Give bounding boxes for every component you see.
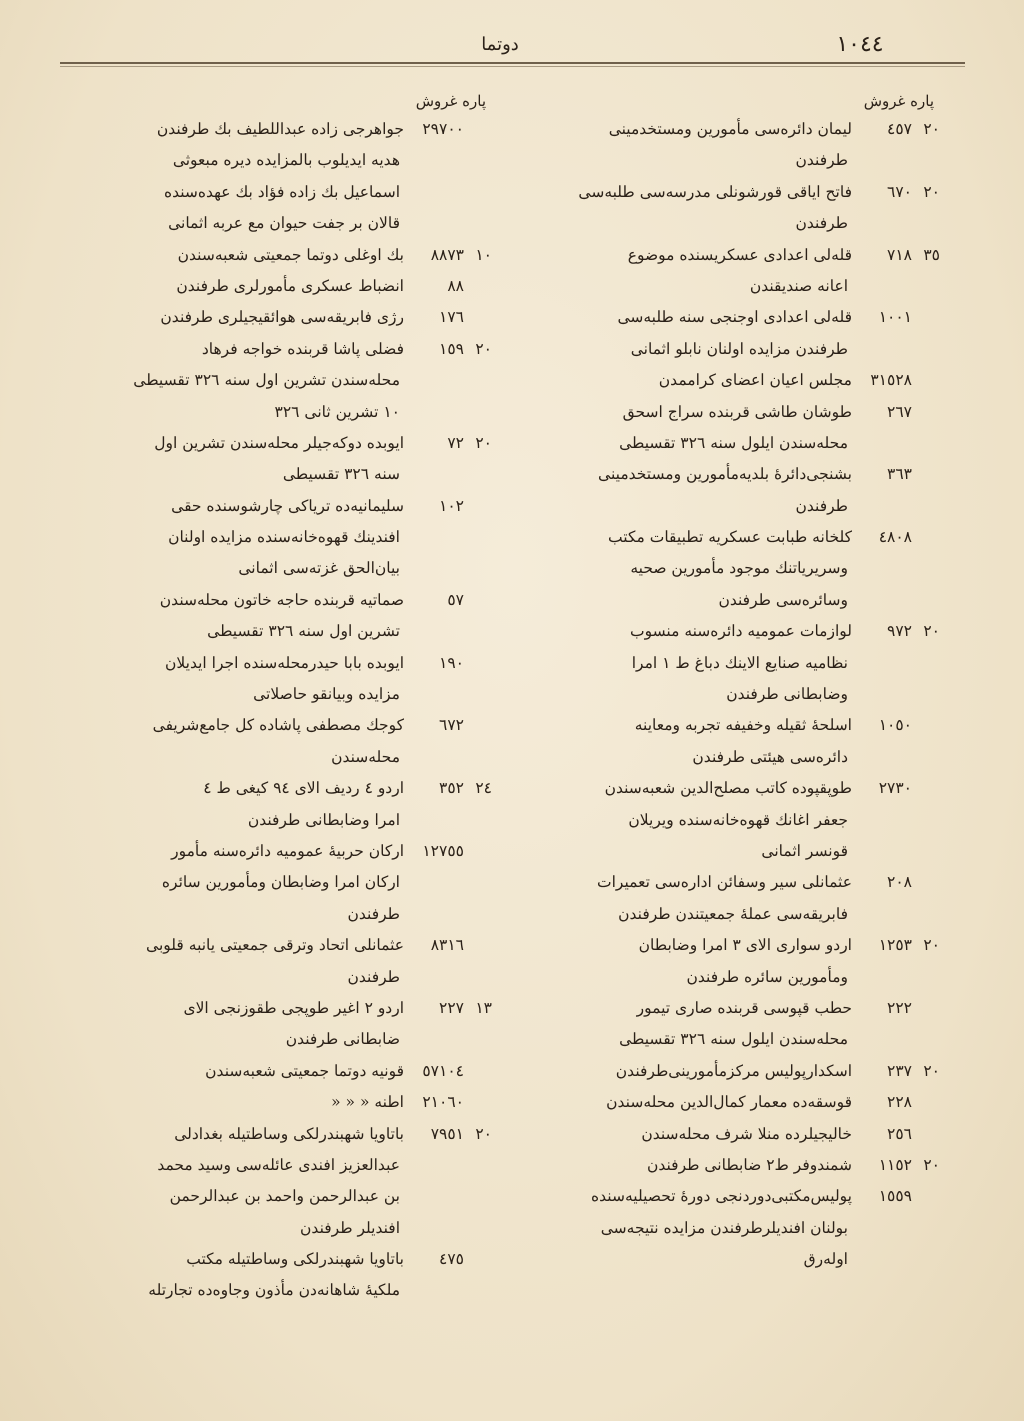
entry-gurush: ١٠٠١ <box>878 308 912 327</box>
entry-line <box>62 1213 492 1244</box>
entry-line <box>62 805 492 836</box>
entry-line <box>512 867 940 898</box>
column-header: پاره غروش <box>863 92 934 110</box>
entry-description: پولیس‌مکتبی‌دوردنجی دورهٔ تحصیلیه‌سنده <box>591 1187 852 1206</box>
entry-amount <box>852 1150 940 1181</box>
entry-description: ارکان حربیهٔ عمومیه دائره‌سنه مأمور <box>171 841 404 860</box>
ledger-entry <box>62 302 492 333</box>
entry-description: اطنه « « « <box>331 1093 404 1112</box>
entry-amount <box>852 459 940 490</box>
ledger-entry <box>512 1181 940 1275</box>
entry-para: ١٠ <box>475 245 492 264</box>
entry-gurush: ٣٥٢ <box>439 779 464 798</box>
entry-line <box>512 679 940 710</box>
entry-line <box>62 208 492 239</box>
ledger-entry <box>62 836 492 930</box>
entry-description: طرفندن <box>347 904 400 923</box>
entry-line <box>512 930 940 961</box>
ledger-entry <box>62 240 492 271</box>
entry-amount <box>852 240 940 271</box>
entry-amount <box>404 334 492 365</box>
entry-line <box>62 930 492 961</box>
entry-amount <box>404 491 492 522</box>
entry-description: طرفندن <box>795 496 848 515</box>
entry-line <box>512 553 940 584</box>
entry-line <box>512 428 940 459</box>
entry-amount <box>404 240 492 271</box>
running-head: دوتما <box>481 34 519 55</box>
entry-gurush: ٧٩٥١ <box>430 1124 464 1143</box>
entry-line <box>62 742 492 773</box>
entry-amount <box>404 836 492 867</box>
entry-gurush: ٢٥٦ <box>887 1124 912 1143</box>
entry-description: صماتیه قربنده حاجه خاتون محله‌سندن <box>159 590 404 609</box>
entry-description: قله‌لی اعدادی عسکریسنده موضوع <box>627 245 852 264</box>
entry-line <box>512 491 940 522</box>
entry-description: طرفندن مزایده اولنان نابلو اثمانی <box>630 339 848 358</box>
entry-line <box>62 1244 492 1275</box>
ledger-entry <box>512 930 940 993</box>
ledger-entry <box>62 993 492 1056</box>
entry-gurush: ١٢٥٣ <box>878 936 912 955</box>
entry-description: سنه ٣٢٦ تقسیطی <box>282 465 400 484</box>
entry-amount <box>404 773 492 804</box>
entry-amount <box>852 1119 940 1150</box>
entry-description: عثمانلی سیر وسفائن اداره‌سی تعمیرات <box>597 873 852 892</box>
ledger-entry <box>512 710 940 773</box>
entry-gurush: ٤٨٠٨ <box>878 528 912 547</box>
entry-description: اردو ٢ اغیر طوپجی طقوزنجی الای <box>183 998 404 1017</box>
entry-para: ١٣ <box>475 998 492 1017</box>
entry-gurush: ٣٦٣ <box>887 465 912 484</box>
entry-line <box>62 522 492 553</box>
entry-gurush: ٤٥٧ <box>887 120 912 138</box>
entry-description: ایوبده دوکه‌جیلر محله‌سندن تشرین اول <box>154 433 404 452</box>
ledger-entry <box>62 930 492 993</box>
entry-description: باتاویا شهبندرلکی وساطتیله مکتب <box>186 1250 404 1269</box>
ledger-entry <box>512 365 940 396</box>
entry-line <box>512 145 940 176</box>
entry-description: طرفندن <box>795 151 848 170</box>
entry-description: فابریقه‌سی عمله‌ٔ جمعیتندن طرفندن <box>618 904 848 923</box>
entry-line <box>62 836 492 867</box>
entry-line <box>512 1181 940 1212</box>
entry-gurush: ٦٧٢ <box>439 716 464 735</box>
entry-description: انضباط عسکری مأمورلری طرفندن <box>176 276 404 295</box>
entry-description: طرفندن <box>347 967 400 986</box>
entry-gurush: ١٥٩ <box>439 339 464 358</box>
entry-line <box>512 302 940 333</box>
entry-line <box>512 114 940 145</box>
ledger-entry <box>62 334 492 428</box>
entry-amount <box>852 177 940 208</box>
entry-para: ٢٠ <box>923 936 940 955</box>
entry-description: اسماعیل بك زاده فؤاد بك عهده‌سنده <box>163 182 400 201</box>
entry-line <box>512 1213 940 1244</box>
ledger-entry <box>512 397 940 460</box>
ledger-entry <box>62 491 492 585</box>
entry-line <box>512 1119 940 1150</box>
entry-line <box>512 993 940 1024</box>
entry-line <box>512 616 940 647</box>
entry-amount <box>852 397 940 428</box>
entry-line <box>62 240 492 271</box>
header-rule-thin <box>60 66 965 67</box>
entry-line <box>512 836 940 867</box>
entry-amount <box>404 585 492 616</box>
entry-amount <box>404 302 492 333</box>
entry-line <box>512 365 940 396</box>
entry-description: کلخانه طبابت عسکریه تطبیقات مکتب <box>608 528 852 547</box>
entry-description: نظامیه صنایع الاینك دباغ ط ١ امرا <box>631 653 848 672</box>
entry-description: شمندوفر ط٢ ضابطانی طرفندن <box>646 1155 852 1174</box>
entry-description: قالان بر جفت حیوان مع عربه اثمانی <box>168 214 400 233</box>
entry-line <box>62 114 492 145</box>
entry-amount <box>404 648 492 679</box>
entry-description: ومأمورین سائره طرفندن <box>686 967 848 986</box>
entry-line <box>62 1181 492 1212</box>
entry-description: ملکیهٔ شاهانه‌دن مأذون وجاوه‌ده تجارتله <box>148 1281 400 1300</box>
entry-description: افندینك قهوه‌خانه‌سنده مزایده اولنان <box>168 528 400 547</box>
entry-description: اسکدارپولیس مرکزمأمورینی‌طرفندن <box>615 1061 852 1080</box>
entry-amount <box>852 930 940 961</box>
entry-para: ٢٠ <box>475 1124 492 1143</box>
ledger-entry <box>512 993 940 1056</box>
ledger-entry <box>512 177 940 240</box>
entry-gurush: ٥٧ <box>447 590 464 609</box>
entry-description: محله‌سندن ایلول سنه ٣٢٦ تقسیطی <box>619 1030 848 1049</box>
entry-line <box>512 710 940 741</box>
ledger-entry <box>62 710 492 773</box>
entry-line <box>62 1119 492 1150</box>
entry-line <box>512 1024 940 1055</box>
entry-gurush: ٢٣٧ <box>887 1061 912 1080</box>
entry-line <box>62 1024 492 1055</box>
entry-line <box>512 962 940 993</box>
entry-description: مجلس اعیان اعضای کراممدن <box>658 371 852 390</box>
entry-line <box>512 1150 940 1181</box>
ledger-entry <box>62 585 492 648</box>
entry-description: اوله‌رق <box>803 1250 848 1269</box>
entry-para: ٣٥ <box>923 245 940 264</box>
entry-amount <box>404 428 492 459</box>
entry-amount <box>852 114 940 145</box>
entry-gurush: ٦٧٠ <box>887 182 912 201</box>
entry-description: وسائره‌سی طرفندن <box>718 590 848 609</box>
entry-line <box>62 773 492 804</box>
entry-line <box>62 302 492 333</box>
entry-description: مزایده وبیانقو حاصلاتی <box>253 685 400 704</box>
ledger-entry <box>512 302 940 365</box>
ledger-entry <box>512 773 940 867</box>
entry-line <box>62 397 492 428</box>
entry-line <box>62 177 492 208</box>
entry-gurush: ١٠٥٠ <box>878 716 912 735</box>
entry-description: کوجك مصطفی پاشاده کل جامع‌شریفی <box>152 716 404 735</box>
entry-gurush: ٩٧٢ <box>887 622 912 641</box>
header-rule <box>60 62 965 64</box>
page-number: ١٠٤٤ <box>836 32 884 57</box>
entry-line <box>62 1150 492 1181</box>
entry-gurush: ٨٨ <box>447 276 464 295</box>
entry-line <box>62 491 492 522</box>
entry-line <box>62 365 492 396</box>
ledger-entry <box>62 114 492 240</box>
entry-description: جعفر اغانك قهوه‌خانه‌سنده ویریلان <box>628 810 848 829</box>
entry-description: طوشان طاشی قربنده سراج اسحق <box>622 402 852 421</box>
entry-gurush: ٢٠٨ <box>887 873 912 892</box>
entry-amount <box>852 302 940 333</box>
entry-description: قله‌لی اعدادی اوجنجی سنه طلبه‌سی <box>617 308 852 327</box>
ledger-entry <box>512 616 940 710</box>
entry-gurush: ١١٥٢ <box>878 1155 912 1174</box>
entry-amount <box>852 710 940 741</box>
ledger-entry <box>62 1087 492 1118</box>
entry-line <box>62 271 492 302</box>
entry-amount <box>852 773 940 804</box>
entry-line <box>62 1056 492 1087</box>
entry-gurush: ٢٦٧ <box>887 402 912 421</box>
entry-amount <box>852 1087 940 1118</box>
entry-description: بك اوغلی دوتما جمعیتی شعبه‌سندن <box>177 245 404 264</box>
entry-description: فضلی پاشا قربنده خواجه فرهاد <box>201 339 404 358</box>
entry-gurush: ١٢٧٥٥ <box>422 841 464 860</box>
entry-description: وسریریاتنك موجود مأمورین صحیه <box>630 559 848 578</box>
entry-description: بیان‌الحق غزته‌سی اثمانی <box>238 559 400 578</box>
entry-line <box>512 177 940 208</box>
entry-line <box>512 899 940 930</box>
entry-gurush: ٧٢ <box>447 433 464 452</box>
entry-description: لیمان دائره‌سی مأمورین ومستخدمینی <box>608 120 852 138</box>
entry-line <box>512 240 940 271</box>
entry-amount <box>404 1119 492 1150</box>
entry-line <box>512 522 940 553</box>
entry-description: باتاویا شهبندرلکی وساطتیله بغدادلی <box>174 1124 404 1143</box>
entry-description: خالیجیلرده منلا شرف محله‌سندن <box>641 1124 852 1143</box>
entry-line <box>512 271 940 302</box>
entry-description: وضابطانی طرفندن <box>726 685 848 704</box>
entry-line <box>62 428 492 459</box>
entry-amount <box>404 993 492 1024</box>
entry-amount <box>852 867 940 898</box>
entry-line <box>62 710 492 741</box>
entry-description: دائره‌سی هیئتی طرفندن <box>692 747 848 766</box>
entry-line <box>512 208 940 239</box>
entry-line <box>512 1087 940 1118</box>
entry-gurush: ٤٧٥ <box>439 1250 464 1269</box>
entry-description: طوپقپوده کاتب مصلح‌الدین شعبه‌سندن <box>604 779 852 798</box>
entry-line <box>512 1244 940 1275</box>
ledger-entry <box>62 773 492 836</box>
ledger-entry <box>62 1056 492 1087</box>
entry-description: ضابطانی طرفندن <box>285 1030 400 1049</box>
entry-line <box>512 585 940 616</box>
right-column <box>512 88 940 1275</box>
ledger-entry <box>512 240 940 303</box>
ledger-entry <box>62 1119 492 1245</box>
entry-line <box>62 616 492 647</box>
entry-line <box>62 679 492 710</box>
entry-description: فاتح ایاقی قورشونلی مدرسه‌سی طلبه‌سی <box>578 182 852 201</box>
entry-amount <box>852 616 940 647</box>
ledger-entry <box>512 1056 940 1087</box>
entry-description: جواهرجی زاده عبداللطیف بك طرفندن <box>156 120 404 138</box>
entry-gurush: ٢٩٧٠٠ <box>422 120 464 138</box>
entry-description: طرفندن <box>795 214 848 233</box>
entry-line <box>512 648 940 679</box>
entry-gurush: ١٥٥٩ <box>878 1187 912 1206</box>
entry-gurush: ١٩٠ <box>439 653 464 672</box>
entry-line <box>512 459 940 490</box>
entry-amount <box>404 114 492 145</box>
entry-gurush: ٢٢٢ <box>887 998 912 1017</box>
entry-line <box>62 1275 492 1306</box>
entry-description: بن عبدالرحمن واحمد بن عبدالرحمن <box>169 1187 400 1206</box>
entry-description: هدیه ایدیلوب بالمزایده دیره مبعوثی <box>172 151 400 170</box>
entry-line <box>512 334 940 365</box>
entry-amount <box>404 1056 492 1087</box>
entry-line <box>62 459 492 490</box>
entry-description: بشنجی‌دائرهٔ بلدیه‌مأمورین ومستخدمینی <box>598 465 852 484</box>
entry-line <box>62 867 492 898</box>
entry-description: تشرین اول سنه ٣٢٦ تقسیطی <box>207 622 400 641</box>
entry-description: محله‌سندن تشرین اول سنه ٣٢٦ تقسیطی <box>133 371 400 390</box>
entry-gurush: ١٧٦ <box>439 308 464 327</box>
entry-gurush: ٣١٥٢٨ <box>870 371 912 390</box>
entry-line <box>62 145 492 176</box>
entry-gurush: ٢٢٧ <box>439 998 464 1017</box>
entry-para: ٢٠ <box>475 433 492 452</box>
ledger-entry <box>512 114 940 177</box>
entry-line <box>62 962 492 993</box>
entry-description: افندیلر طرفندن <box>300 1218 400 1237</box>
ledger-entry <box>62 428 492 491</box>
entry-description: لوازمات عمومیه دائره‌سنه منسوب <box>629 622 852 641</box>
entry-line <box>62 585 492 616</box>
entry-amount <box>404 930 492 961</box>
entry-para: ٢٠ <box>923 1155 940 1174</box>
entry-description: قونسر اثمانی <box>761 841 848 860</box>
entry-description: قونیه دوتما جمعیتی شعبه‌سندن <box>205 1061 404 1080</box>
entry-amount <box>404 271 492 302</box>
entry-line <box>62 553 492 584</box>
entry-description: عثمانلی اتحاد وترقی جمعیتی یانبه قلوبی <box>146 936 404 955</box>
entry-line <box>62 334 492 365</box>
entry-amount <box>404 1244 492 1275</box>
entry-description: سلیمانیه‌ده تریاکی چارشوسنده حقی <box>171 496 404 515</box>
ledger-entry <box>512 459 940 522</box>
entry-line <box>512 742 940 773</box>
entry-line <box>62 993 492 1024</box>
entry-line <box>62 1087 492 1118</box>
ledger-entry <box>512 1087 940 1118</box>
ledger-entry <box>512 522 940 616</box>
entry-amount <box>404 710 492 741</box>
entry-line <box>62 899 492 930</box>
entry-para: ٢٠ <box>923 120 940 138</box>
entry-description: عبدالعزیز افندی عائله‌سی وسید محمد <box>157 1155 400 1174</box>
entry-amount <box>852 365 940 396</box>
entry-line <box>512 397 940 428</box>
ledger-entry <box>62 648 492 711</box>
entry-description: بولنان افندیلرطرفندن مزایده نتیجه‌سی <box>600 1218 848 1237</box>
entry-line <box>62 648 492 679</box>
entry-description: ارکان امرا وضابطان ومأمورین سائره <box>161 873 400 892</box>
entry-gurush: ٢١٠٦٠ <box>422 1093 464 1112</box>
entry-description: ١٠ تشرین ثانی ٣٢٦ <box>274 402 400 421</box>
entry-description: اردو سواری الای ٣ امرا وضابطان <box>638 936 852 955</box>
entry-line <box>512 773 940 804</box>
entry-description: اردو ٤ ردیف الای ٩٤ کیغی ط ٤ <box>203 779 404 798</box>
entry-description: رژی فابریقه‌سی هوائقیجیلری طرفندن <box>160 308 404 327</box>
entry-gurush: ٢٢٨ <box>887 1093 912 1112</box>
entry-gurush: ١٠٢ <box>439 496 464 515</box>
ledger-entry <box>62 271 492 302</box>
entry-para: ٢٤ <box>475 779 492 798</box>
entry-line <box>512 1056 940 1087</box>
left-column <box>62 88 492 1307</box>
entry-gurush: ٢٧٣٠ <box>878 779 912 798</box>
entry-description: اسلحهٔ ثقیله وخفیفه تجربه ومعاینه <box>634 716 852 735</box>
entry-para: ٢٠ <box>923 182 940 201</box>
entry-amount <box>852 1181 940 1212</box>
entry-gurush: ٥٧١٠٤ <box>422 1061 464 1080</box>
ledger-entry <box>512 1119 940 1150</box>
ledger-entry <box>512 867 940 930</box>
entry-description: امرا وضابطانی طرفندن <box>247 810 400 829</box>
entry-para: ٢٠ <box>923 1061 940 1080</box>
entry-amount <box>404 1087 492 1118</box>
entry-description: محله‌سندن <box>331 747 400 766</box>
entry-para: ٢٠ <box>475 339 492 358</box>
ledger-entry <box>512 1150 940 1181</box>
column-header: پاره غروش <box>415 92 486 110</box>
entry-description: اعانه صندیقندن <box>749 276 848 295</box>
ledger-entry <box>62 1244 492 1307</box>
entry-amount <box>852 993 940 1024</box>
entry-gurush: ٧١٨ <box>887 245 912 264</box>
entry-para: ٢٠ <box>923 622 940 641</box>
entry-gurush: ٨٣١٦ <box>430 936 464 955</box>
entry-amount <box>852 522 940 553</box>
entry-description: قوسقه‌ده معمار کمال‌الدین محله‌سندن <box>606 1093 852 1112</box>
entry-line <box>512 805 940 836</box>
entry-gurush: ٨٨٧٣ <box>430 245 464 264</box>
entry-description: محله‌سندن ایلول سنه ٣٢٦ تقسیطی <box>619 433 848 452</box>
entry-description: ایوبده بابا حیدرمحله‌سنده اجرا ایدیلان <box>165 653 404 672</box>
entry-amount <box>852 1056 940 1087</box>
entry-description: حطب قپوسی قربنده صاری تیمور <box>636 998 852 1017</box>
